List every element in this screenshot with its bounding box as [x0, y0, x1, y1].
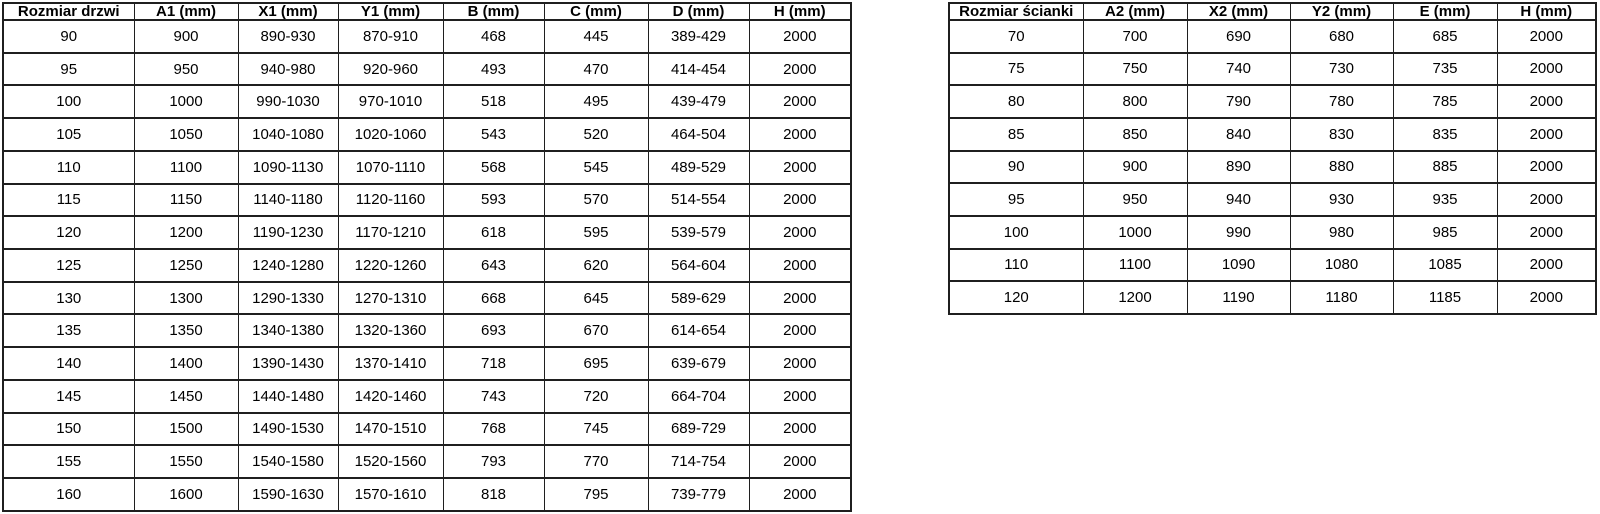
table-cell: 414-454 [648, 53, 749, 86]
table-cell: 2000 [749, 53, 851, 86]
table-cell: 514-554 [648, 184, 749, 217]
column-header: C (mm) [544, 3, 648, 20]
table-cell: 950 [134, 53, 238, 86]
table-cell: 750 [1083, 53, 1187, 86]
table-cell: 564-604 [648, 249, 749, 282]
table-cell: 150 [3, 413, 134, 446]
table-cell: 589-629 [648, 282, 749, 315]
table-cell: 2000 [749, 249, 851, 282]
table-cell: 1050 [134, 118, 238, 151]
table-cell: 2000 [749, 118, 851, 151]
table-cell: 470 [544, 53, 648, 86]
table-row [3, 314, 851, 347]
table-row [3, 85, 851, 118]
column-header: X1 (mm) [238, 3, 338, 20]
table-cell: 885 [1393, 151, 1497, 184]
table-cell: 389-429 [648, 20, 749, 53]
table-cell: 618 [443, 216, 544, 249]
table-cell: 1240-1280 [238, 249, 338, 282]
table-row [3, 380, 851, 413]
table-cell: 2000 [749, 445, 851, 478]
table-cell: 1040-1080 [238, 118, 338, 151]
door-size-table [2, 2, 852, 512]
table-cell: 595 [544, 216, 648, 249]
table-cell: 2000 [1497, 151, 1596, 184]
column-header: Y1 (mm) [338, 3, 443, 20]
column-header: Rozmiar drzwi [3, 3, 134, 20]
table-cell: 990-1030 [238, 85, 338, 118]
table-cell: 1090 [1187, 249, 1290, 282]
table-cell: 1120-1160 [338, 184, 443, 217]
column-header: A2 (mm) [1083, 3, 1187, 20]
table-cell: 468 [443, 20, 544, 53]
table-cell: 1370-1410 [338, 347, 443, 380]
column-header: Y2 (mm) [1290, 3, 1393, 20]
table-cell: 930 [1290, 183, 1393, 216]
table-cell: 685 [1393, 20, 1497, 53]
table-cell: 140 [3, 347, 134, 380]
table-cell: 90 [3, 20, 134, 53]
table-cell: 1200 [134, 216, 238, 249]
table-cell: 493 [443, 53, 544, 86]
table-row [949, 20, 1596, 53]
table-cell: 495 [544, 85, 648, 118]
table-cell: 850 [1083, 118, 1187, 151]
table-cell: 1500 [134, 413, 238, 446]
table-cell: 870-910 [338, 20, 443, 53]
table-cell: 745 [544, 413, 648, 446]
table-cell: 1180 [1290, 281, 1393, 314]
table-cell: 790 [1187, 85, 1290, 118]
table-cell: 1490-1530 [238, 413, 338, 446]
table-cell: 2000 [1497, 183, 1596, 216]
table-cell: 568 [443, 151, 544, 184]
table-cell: 1570-1610 [338, 478, 443, 511]
table-cell: 980 [1290, 216, 1393, 249]
table-cell: 100 [949, 216, 1083, 249]
table-cell: 1300 [134, 282, 238, 315]
table-cell: 1085 [1393, 249, 1497, 282]
table-cell: 730 [1290, 53, 1393, 86]
table-cell: 780 [1290, 85, 1393, 118]
table-cell: 840 [1187, 118, 1290, 151]
table-cell: 135 [3, 314, 134, 347]
table-cell: 2000 [1497, 118, 1596, 151]
table-cell: 489-529 [648, 151, 749, 184]
table-cell: 1220-1260 [338, 249, 443, 282]
table-cell: 920-960 [338, 53, 443, 86]
table-cell: 2000 [749, 20, 851, 53]
table-cell: 2000 [749, 314, 851, 347]
table-cell: 1590-1630 [238, 478, 338, 511]
table-cell: 614-654 [648, 314, 749, 347]
table-cell: 2000 [749, 478, 851, 511]
table-cell: 735 [1393, 53, 1497, 86]
table-row [3, 184, 851, 217]
table-row [3, 151, 851, 184]
column-header: B (mm) [443, 3, 544, 20]
table-cell: 645 [544, 282, 648, 315]
table-cell: 120 [3, 216, 134, 249]
table-cell: 2000 [749, 282, 851, 315]
table-cell: 1600 [134, 478, 238, 511]
table-cell: 155 [3, 445, 134, 478]
table-cell: 1250 [134, 249, 238, 282]
table-row [949, 281, 1596, 314]
table-cell: 1320-1360 [338, 314, 443, 347]
table-cell: 1290-1330 [238, 282, 338, 315]
table-cell: 1020-1060 [338, 118, 443, 151]
table-cell: 1000 [134, 85, 238, 118]
table-cell: 940-980 [238, 53, 338, 86]
table-cell: 1100 [134, 151, 238, 184]
table-cell: 818 [443, 478, 544, 511]
table-cell: 1550 [134, 445, 238, 478]
table-row [3, 445, 851, 478]
table-row [3, 249, 851, 282]
table-cell: 664-704 [648, 380, 749, 413]
table-cell: 718 [443, 347, 544, 380]
table-row [3, 282, 851, 315]
table-cell: 518 [443, 85, 544, 118]
table-cell: 90 [949, 151, 1083, 184]
table-cell: 770 [544, 445, 648, 478]
table-cell: 689-729 [648, 413, 749, 446]
table-cell: 800 [1083, 85, 1187, 118]
table-cell: 950 [1083, 183, 1187, 216]
table-cell: 1100 [1083, 249, 1187, 282]
table-cell: 2000 [749, 216, 851, 249]
table-cell: 110 [949, 249, 1083, 282]
table-cell: 2000 [1497, 249, 1596, 282]
table-cell: 1140-1180 [238, 184, 338, 217]
header-row [949, 3, 1596, 20]
table-cell: 795 [544, 478, 648, 511]
table-cell: 743 [443, 380, 544, 413]
table-cell: 985 [1393, 216, 1497, 249]
table-cell: 1540-1580 [238, 445, 338, 478]
table-cell: 1000 [1083, 216, 1187, 249]
table-cell: 593 [443, 184, 544, 217]
table-row [949, 183, 1596, 216]
table-cell: 100 [3, 85, 134, 118]
table-cell: 693 [443, 314, 544, 347]
table-cell: 1185 [1393, 281, 1497, 314]
table-cell: 2000 [1497, 216, 1596, 249]
table-cell: 1090-1130 [238, 151, 338, 184]
wall-size-table [948, 2, 1597, 315]
table-cell: 830 [1290, 118, 1393, 151]
table-cell: 720 [544, 380, 648, 413]
table-cell: 2000 [1497, 85, 1596, 118]
column-header: H (mm) [749, 3, 851, 20]
table-cell: 445 [544, 20, 648, 53]
table-cell: 639-679 [648, 347, 749, 380]
column-header: H (mm) [1497, 3, 1596, 20]
column-header: A1 (mm) [134, 3, 238, 20]
table-cell: 620 [544, 249, 648, 282]
table-cell: 970-1010 [338, 85, 443, 118]
table-cell: 545 [544, 151, 648, 184]
table-row [3, 478, 851, 511]
table-cell: 80 [949, 85, 1083, 118]
table-row [3, 347, 851, 380]
table-cell: 1070-1110 [338, 151, 443, 184]
table-cell: 145 [3, 380, 134, 413]
table-cell: 1170-1210 [338, 216, 443, 249]
table-cell: 2000 [1497, 281, 1596, 314]
table-cell: 880 [1290, 151, 1393, 184]
table-row [3, 118, 851, 151]
table-cell: 95 [3, 53, 134, 86]
table-row [3, 413, 851, 446]
header-row [3, 3, 851, 20]
table-cell: 1080 [1290, 249, 1393, 282]
table-row [3, 20, 851, 53]
table-cell: 1350 [134, 314, 238, 347]
table-cell: 739-779 [648, 478, 749, 511]
table-cell: 1190-1230 [238, 216, 338, 249]
table-row [949, 249, 1596, 282]
column-header: E (mm) [1393, 3, 1497, 20]
table-cell: 768 [443, 413, 544, 446]
table-cell: 2000 [749, 184, 851, 217]
column-header: Rozmiar ścianki [949, 3, 1083, 20]
table-row [949, 85, 1596, 118]
table-cell: 1150 [134, 184, 238, 217]
table-cell: 95 [949, 183, 1083, 216]
table-row [3, 53, 851, 86]
table-cell: 543 [443, 118, 544, 151]
column-header: X2 (mm) [1187, 3, 1290, 20]
table-cell: 668 [443, 282, 544, 315]
table-cell: 990 [1187, 216, 1290, 249]
table-cell: 1200 [1083, 281, 1187, 314]
table-cell: 690 [1187, 20, 1290, 53]
table-cell: 940 [1187, 183, 1290, 216]
table-cell: 2000 [749, 151, 851, 184]
table-cell: 125 [3, 249, 134, 282]
table-cell: 714-754 [648, 445, 749, 478]
table-row [949, 151, 1596, 184]
table-cell: 110 [3, 151, 134, 184]
table-cell: 900 [134, 20, 238, 53]
table-cell: 439-479 [648, 85, 749, 118]
table-cell: 130 [3, 282, 134, 315]
table-cell: 680 [1290, 20, 1393, 53]
table-cell: 695 [544, 347, 648, 380]
table-cell: 1270-1310 [338, 282, 443, 315]
table-cell: 1450 [134, 380, 238, 413]
table-cell: 520 [544, 118, 648, 151]
table-cell: 835 [1393, 118, 1497, 151]
table-cell: 1340-1380 [238, 314, 338, 347]
table-cell: 670 [544, 314, 648, 347]
table-cell: 1470-1510 [338, 413, 443, 446]
table-cell: 793 [443, 445, 544, 478]
table-row [949, 216, 1596, 249]
table-cell: 900 [1083, 151, 1187, 184]
table-cell: 85 [949, 118, 1083, 151]
table-cell: 1400 [134, 347, 238, 380]
table-cell: 105 [3, 118, 134, 151]
table-row [3, 216, 851, 249]
table-cell: 2000 [749, 413, 851, 446]
table-cell: 75 [949, 53, 1083, 86]
table-cell: 890-930 [238, 20, 338, 53]
table-cell: 643 [443, 249, 544, 282]
table-cell: 1520-1560 [338, 445, 443, 478]
table-cell: 2000 [749, 347, 851, 380]
table-cell: 935 [1393, 183, 1497, 216]
table-row [949, 53, 1596, 86]
table-cell: 1190 [1187, 281, 1290, 314]
table-row [949, 118, 1596, 151]
table-cell: 2000 [1497, 20, 1596, 53]
table-cell: 160 [3, 478, 134, 511]
column-header: D (mm) [648, 3, 749, 20]
table-cell: 2000 [749, 85, 851, 118]
table-cell: 115 [3, 184, 134, 217]
table-cell: 1420-1460 [338, 380, 443, 413]
table-cell: 785 [1393, 85, 1497, 118]
table-cell: 1390-1430 [238, 347, 338, 380]
table-cell: 120 [949, 281, 1083, 314]
table-cell: 570 [544, 184, 648, 217]
table-cell: 700 [1083, 20, 1187, 53]
table-cell: 70 [949, 20, 1083, 53]
table-cell: 890 [1187, 151, 1290, 184]
table-cell: 740 [1187, 53, 1290, 86]
table-cell: 464-504 [648, 118, 749, 151]
table-cell: 1440-1480 [238, 380, 338, 413]
table-cell: 2000 [1497, 53, 1596, 86]
table-cell: 2000 [749, 380, 851, 413]
table-cell: 539-579 [648, 216, 749, 249]
